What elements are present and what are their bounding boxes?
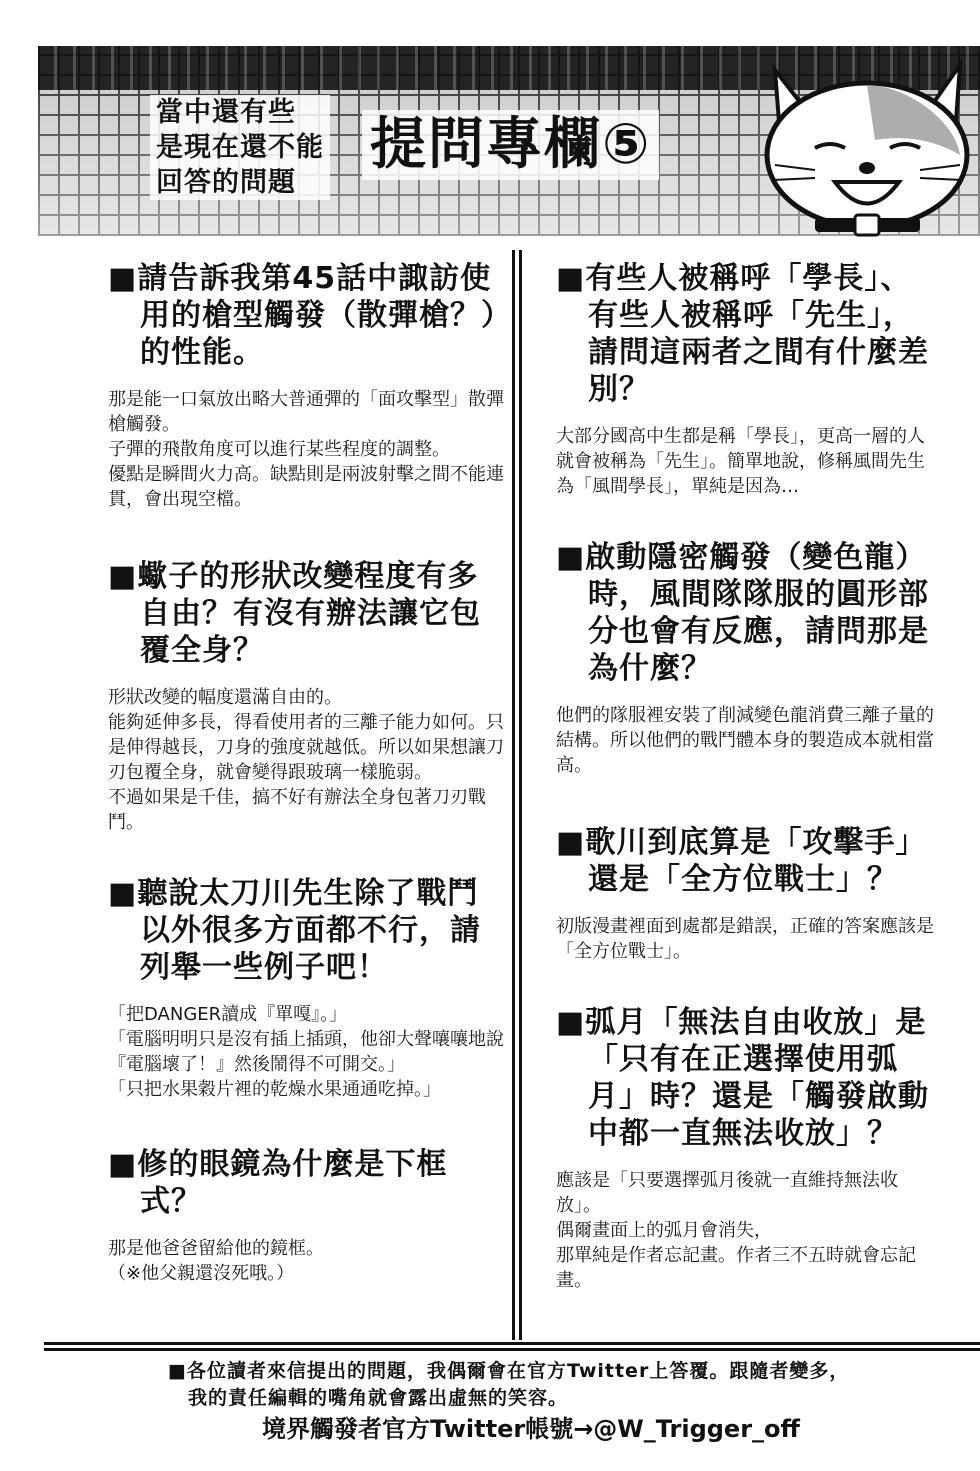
question: ■有些人被稱呼「學長」、有些人被稱呼「先生」，請問這兩者之間有什麼差別？ [556,261,929,407]
qa-item [108,558,506,835]
footer-note-line: 我的責任編輯的嘴角就會露出虛無的笑容。 [188,1387,569,1409]
page-title: 提問專欄⑤ [362,110,659,180]
answer: 那是他爸爸留給他的鏡框。 （※他父親還沒死哦。） [108,1238,324,1284]
footer-divider [44,1342,980,1351]
answer: 他們的隊服裡安裝了削減變色龍消費三離子量的結構。所以他們的戰鬥體本身的製造成本就相當高。 [556,705,934,776]
subtitle-line: 當中還有些 [156,97,296,128]
question: ■啟動隱密觸發（變色龍）時，風間隊隊服的圓形部分也會有反應，請問那是為什麼？ [556,540,929,686]
question: ■聽說太刀川先生除了戰鬥以外很多方面都不行，請列舉一些例子吧！ [108,876,481,985]
question: ■蠍子的形狀改變程度有多自由？有沒有辦法讓它包覆全身？ [108,559,481,668]
answer: 「把DANGER讀成『單嘎』。」 「電腦明明只是沒有插上插頭，他卻大聲嚷嚷地說『電腦壞了！』然後鬧得不可開交。」 「只把水果穀片裡的乾燥水果通通吃掉。」 [108,1004,504,1100]
left-column [108,260,506,1286]
qa-item [556,260,936,499]
question: ■弧月「無法自由收放」是「只有在正選擇使用弧月」時？還是「觸發啟動中都一直無法收放」？ [556,1005,929,1151]
answer: 初版漫畫裡面到處都是錯誤，正確的答案應該是「全方位戰士」。 [556,916,934,962]
question: ■歌川到底算是「攻擊手」還是「全方位戰士」？ [556,825,927,897]
qa-item [108,875,506,1102]
cat-mascot-icon [755,40,980,240]
qa-item [108,1146,506,1286]
answer: 應該是「只要選擇弧月後就一直維持無法收放」。 偶爾畫面上的弧月會消失， 那單純是作者忘記畫。作者三不五時就會忘記畫。 [556,1170,916,1291]
column-divider [512,250,522,1340]
question: ■修的眼鏡為什麼是下框式？ [108,1147,448,1219]
subtitle-line: 是現在還不能 [156,132,324,163]
qa-item [556,539,936,778]
qa-item [556,824,936,964]
footer-note-line: ■各位讀者來信提出的問題，我偶爾會在官方Twitter上答覆。跟隨者變多， [168,1360,850,1382]
qa-item [108,260,506,512]
qa-item [556,1004,936,1293]
twitter-account: 境界觸發者官方Twitter帳號→@W_Trigger_off [262,1415,800,1443]
header-subtitle [150,95,330,200]
answer: 大部分國高中生都是稱「學長」，更高一層的人就會被稱為「先生」。簡單地說，修稱風間先生為「風間學長」，單純是因為… [556,426,925,497]
answer: 那是能一口氣放出略大普通彈的「面攻擊型」散彈槍觸發。 子彈的飛散角度可以進行某些程度的調整。 優點是瞬間火力高。缺點則是兩波射擊之間不能連貫，會出現空檔。 [108,389,504,510]
right-column [556,260,936,1293]
subtitle-line: 回答的問題 [156,167,296,198]
answer: 形狀改變的幅度還滿自由的。 能夠延伸多長，得看使用者的三離子能力如何。只是伸得越長，刀身的強度就越低。所以如果想讓刀刃包覆全身，就會變得跟玻璃一樣脆弱。 不過如果是千佳，搞不好有辦法全身包著刀刃戰鬥。 [108,687,504,833]
question: ■請告訴我第45話中諏訪使用的槍型觸發（散彈槍？）的性能。 [108,261,497,370]
footer-note [168,1358,928,1412]
